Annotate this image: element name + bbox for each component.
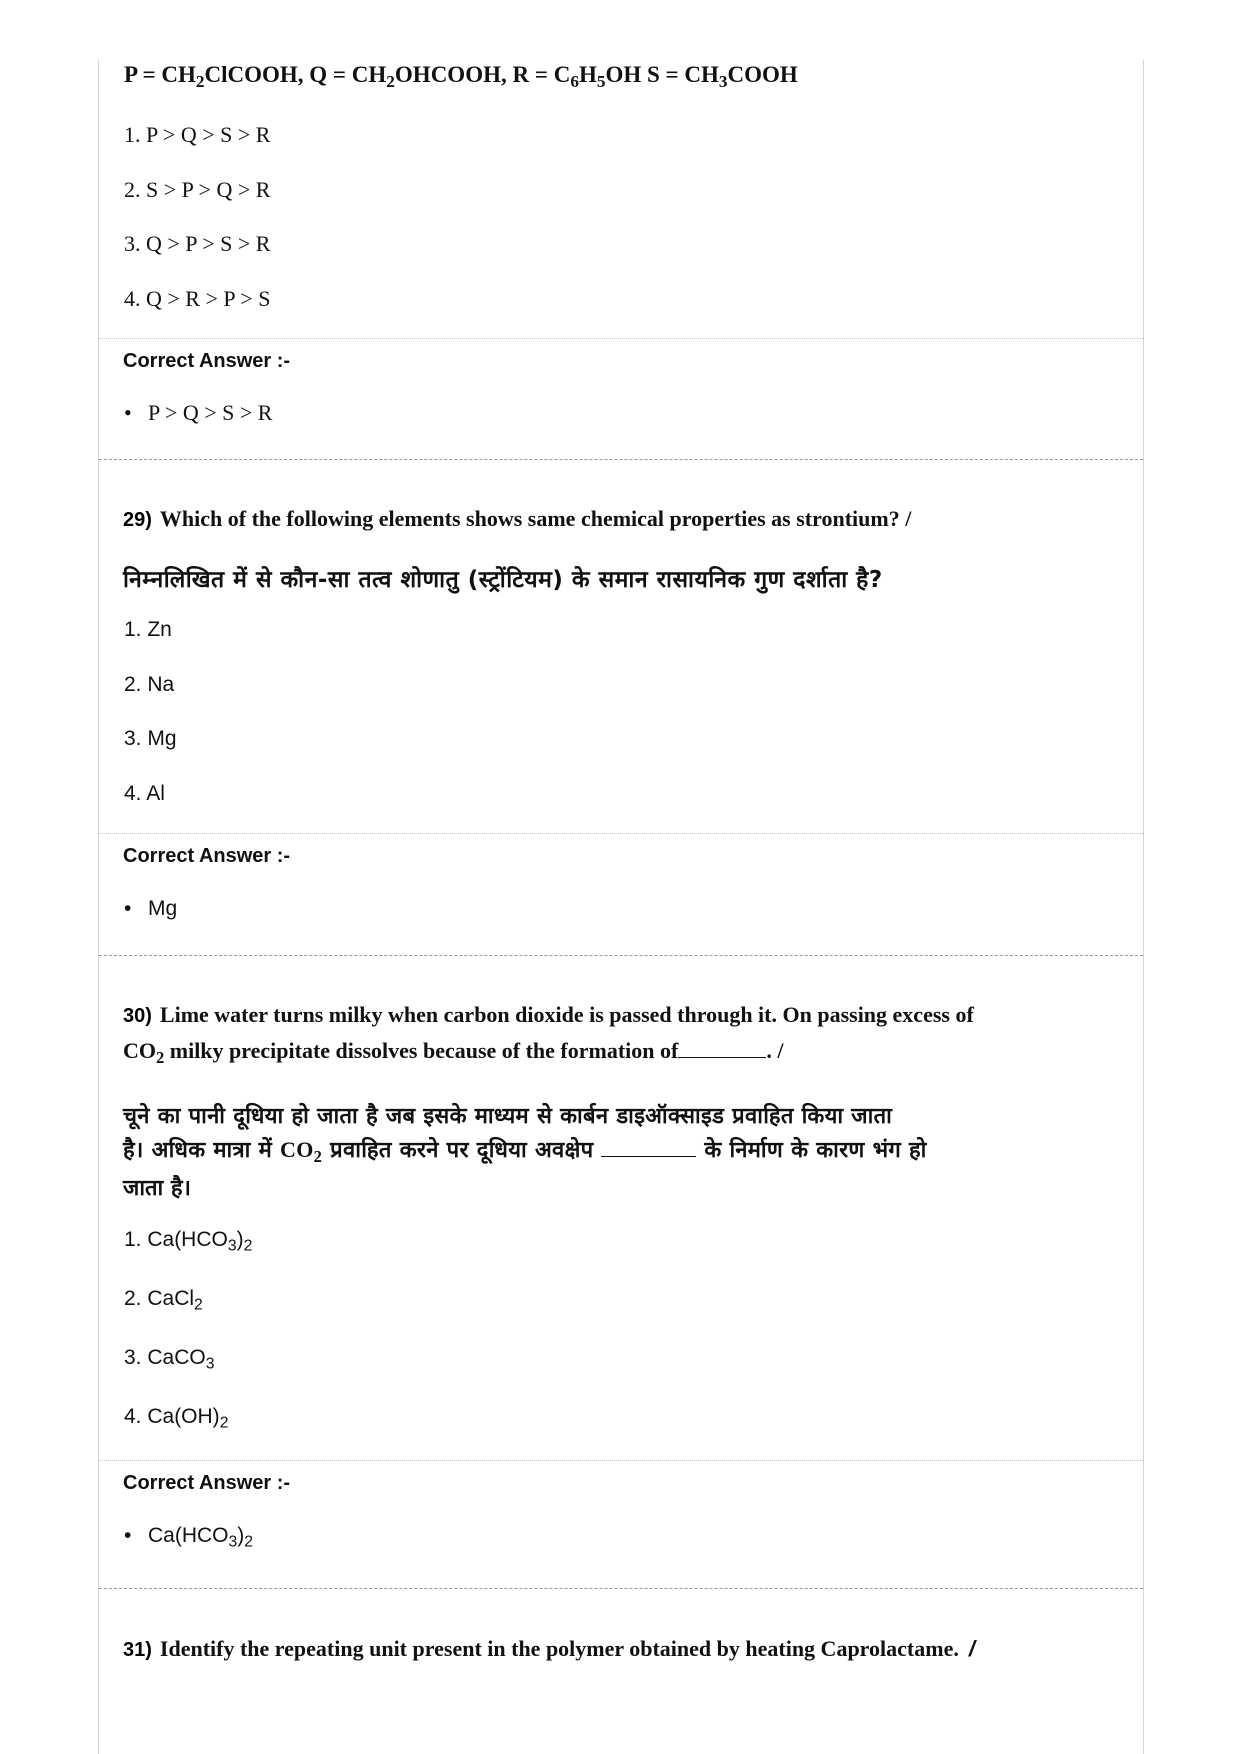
q31-number: 31) — [123, 1639, 152, 1661]
q28-option-3[interactable]: 3. Q > P > S > R — [124, 231, 271, 256]
q31-slash: / — [968, 1636, 975, 1661]
q28-correct-answer: • P > Q > S > R — [124, 400, 273, 425]
question-separator — [99, 459, 1143, 460]
q28-option-1[interactable]: 1. P > Q > S > R — [124, 122, 271, 147]
q30-question-line2: $CO_2$ milky precipitate dissolves because of the formation of . / — [123, 1038, 784, 1067]
q30-correct-answer-label: Correct Answer :- — [123, 1472, 291, 1494]
question-separator — [99, 1588, 1143, 1589]
q31-text: Identify the repeating unit present in the polymer obtained by heating Caprolactame. — [159, 1636, 959, 1661]
q28-formula-line: $P = CH_2ClCOOH$, $Q = CH_2OHCOOH$, $R = C_6H_5OH$ $S = CH_3COOH$ — [124, 62, 798, 92]
q29-number: 29) — [123, 509, 152, 531]
question-separator — [99, 955, 1143, 956]
q30-number: 30) — [123, 1005, 152, 1027]
q29-option-1[interactable]: 1. Zn — [124, 618, 172, 641]
q30-option-2[interactable]: 2. CaCl$_2$ — [124, 1287, 203, 1314]
q30-hindi-line3: जाता है। — [123, 1176, 191, 1201]
q30-option-3[interactable]: 3. CaCO$_3$ — [124, 1346, 215, 1373]
q29-correct-answer-label: Correct Answer :- — [123, 845, 291, 867]
q28-option-4[interactable]: 4. Q > R > P > S — [124, 286, 271, 311]
bullet-icon: • — [124, 897, 132, 920]
q29-correct-answer: • Mg — [124, 897, 178, 920]
q29-hindi-text: निम्नलिखित में से कौन-सा तत्व शोणातु (स्ट्रोंटियम) के समान रासायनिक गुण दर्शाता है? — [123, 567, 883, 593]
bullet-icon: • — [124, 1524, 132, 1547]
q30-divider — [99, 1460, 1143, 1461]
q28-correct-answer-label: Correct Answer :- — [123, 350, 291, 372]
q29-option-4[interactable]: 4. Al — [124, 782, 165, 805]
q29-option-3[interactable]: 3. Mg — [124, 727, 177, 750]
q30-blank — [678, 1057, 766, 1058]
q28-divider — [99, 338, 1143, 339]
q30-hindi-blank — [601, 1156, 696, 1157]
q29-text: Which of the following elements shows same chemical properties as strontium? / — [159, 506, 912, 531]
q30-correct-answer: • $Ca(HCO_3)_2$ — [124, 1524, 254, 1551]
q30-hindi-line2: है। अधिक मात्रा में $CO_2$ प्रवाहित करने पर दूधिया अवक्षेप के निर्माण के कारण भंग हो — [123, 1137, 927, 1166]
q29-divider — [99, 833, 1143, 834]
q31-question — [123, 1636, 975, 1662]
q30-question-line1 — [123, 1002, 974, 1028]
page-frame — [98, 60, 1144, 1754]
q28-option-2[interactable]: 2. S > P > Q > R — [124, 177, 271, 202]
q29-option-2[interactable]: 2. Na — [124, 673, 175, 696]
q30-hindi-line1: चूने का पानी दूधिया हो जाता है जब इसके माध्यम से कार्बन डाइऑक्साइड प्रवाहित किया जाता — [123, 1104, 893, 1129]
q30-text-line1: Lime water turns milky when carbon dioxide is passed through it. On passing excess of — [159, 1002, 974, 1027]
q30-option-4[interactable]: 4. $Ca(OH)_2$ — [124, 1405, 229, 1432]
q30-option-1[interactable]: 1. $Ca(HCO_3)_2$ — [124, 1228, 253, 1255]
bullet-icon: • — [124, 400, 132, 425]
q29-question — [123, 506, 911, 532]
